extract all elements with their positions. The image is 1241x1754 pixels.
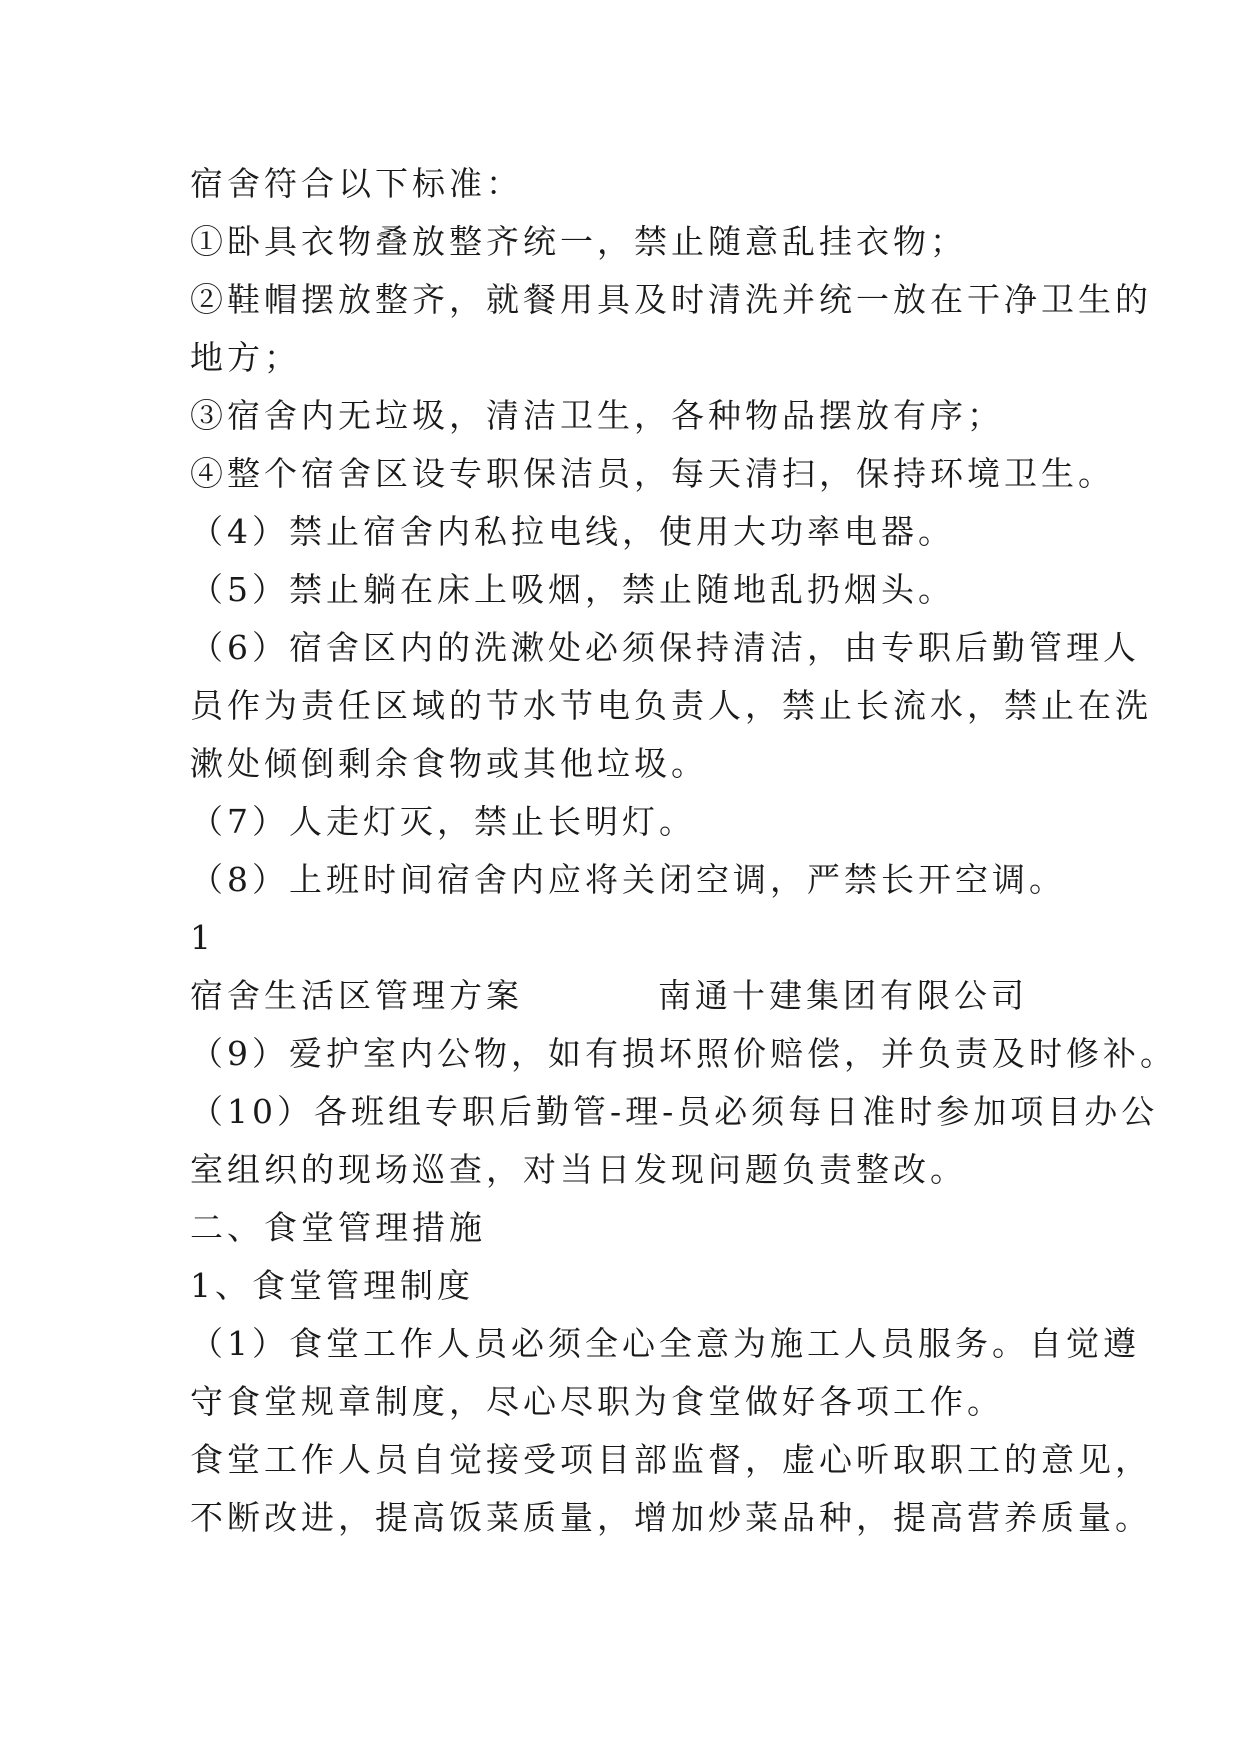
subsection-heading: 1、食堂管理制度 [190,1266,474,1305]
page-number: 1 [190,918,215,957]
text-line: 食堂工作人员自觉接受项目部监督，虚心听取职工的意见， [190,1440,1152,1479]
text-line: 室组织的现场巡查，对当日发现问题负责整改。 [190,1150,967,1189]
text-line: （5）禁止躺在床上吸烟，禁止随地乱扔烟头。 [190,570,955,609]
text-line: （1）食堂工作人员必须全心全意为施工人员服务。自觉遵 [190,1324,1140,1363]
text-line: （9）爱护室内公物，如有损坏照价赔偿，并负责及时修补。 [190,1034,1177,1073]
running-header-company: 南通十建集团有限公司 [658,976,1028,1015]
text-line: 漱处倾倒剩余食物或其他垃圾。 [190,744,708,783]
document-page [190,155,1177,1547]
running-header-title: 宿舍生活区管理方案 [190,976,523,1015]
text-line: ③宿舍内无垃圾，清洁卫生，各种物品摆放有序； [190,396,1004,435]
text-line: ④整个宿舍区设专职保洁员，每天清扫，保持环境卫生。 [190,454,1115,493]
section-heading: 二、食堂管理措施 [190,1208,486,1247]
text-line: （10）各班组专职后勤管-理-员必须每日准时参加项目办公 [190,1092,1159,1131]
text-line: ②鞋帽摆放整齐，就餐用具及时清洗并统一放在干净卫生的 [190,280,1152,319]
text-line: ①卧具衣物叠放整齐统一，禁止随意乱挂衣物； [190,222,967,261]
running-header [190,967,1090,1025]
text-line: （4）禁止宿舍内私拉电线，使用大功率电器。 [190,512,955,551]
text-line: 地方； [190,338,301,377]
text-line: 守食堂规章制度，尽心尽职为食堂做好各项工作。 [190,1382,1004,1421]
text-line: （8）上班时间宿舍内应将关闭空调，严禁长开空调。 [190,860,1066,899]
text-line: 员作为责任区域的节水节电负责人，禁止长流水，禁止在洗 [190,686,1152,725]
text-line: （6）宿舍区内的洗漱处必须保持清洁，由专职后勤管理人 [190,628,1140,667]
text-line: 宿舍符合以下标准： [190,164,523,203]
text-line: 不断改进，提高饭菜质量，增加炒菜品种，提高营养质量。 [190,1498,1152,1537]
text-line: （7）人走灯灭，禁止长明灯。 [190,802,696,841]
